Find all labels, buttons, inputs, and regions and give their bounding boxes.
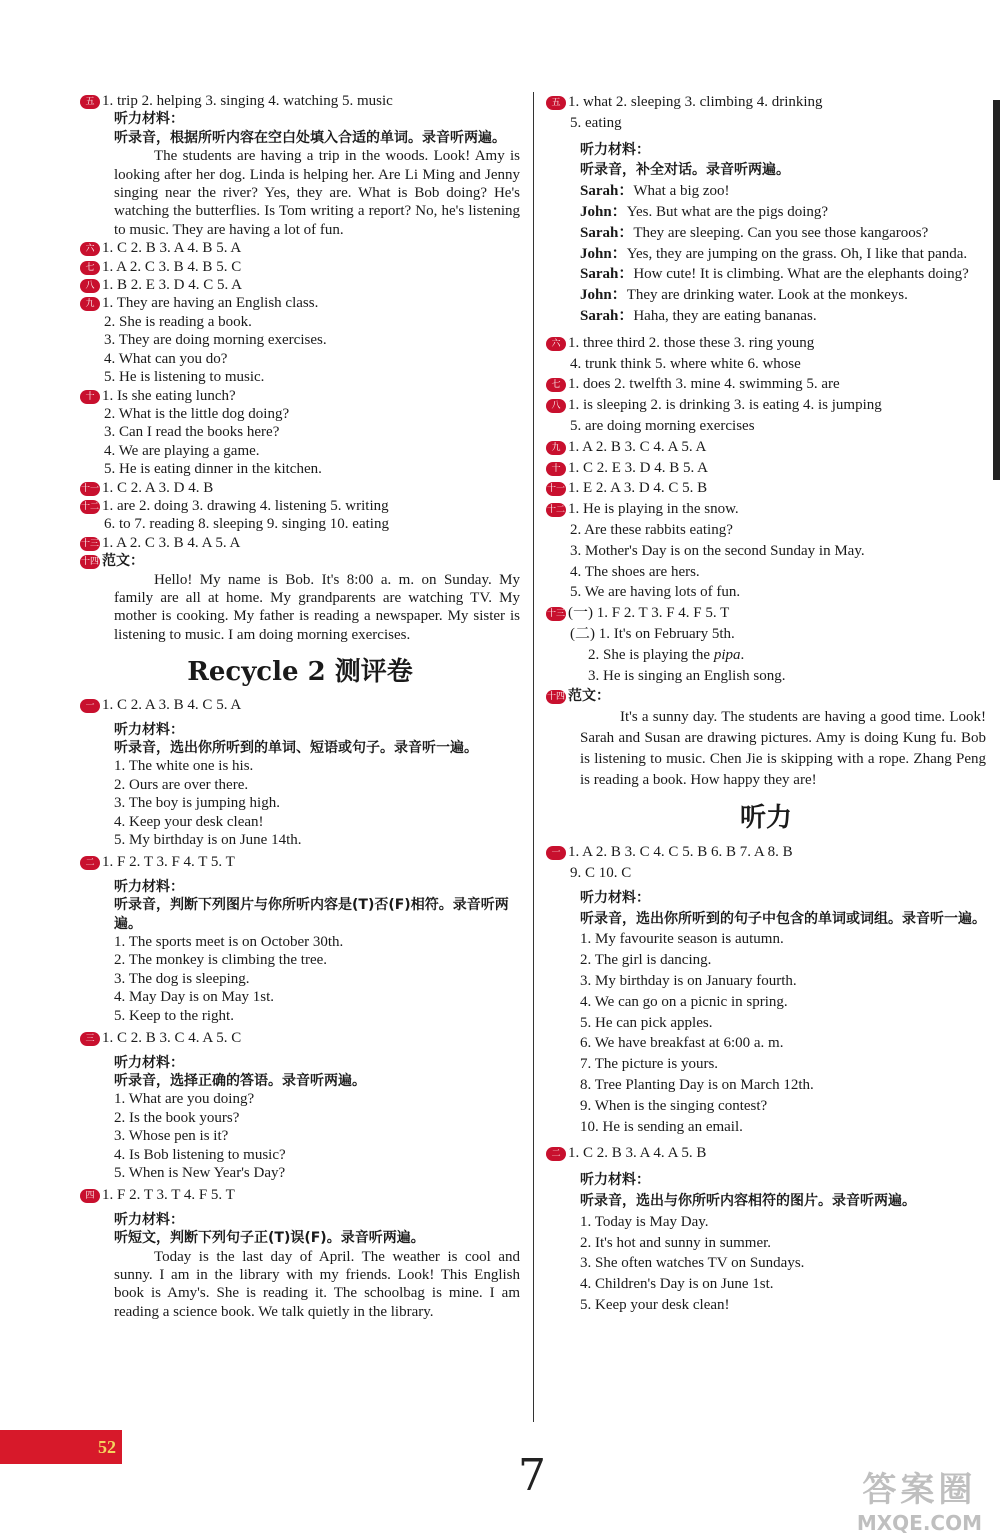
dialogue-line: Sarah：How cute! It is climbing. What are the elephants doing? xyxy=(580,266,969,283)
list-item: 4. Keep your desk clean! xyxy=(114,813,264,830)
list-item: 4. What can you do? xyxy=(104,350,228,367)
question-badge: 八 xyxy=(546,399,566,413)
left-column xyxy=(80,92,520,1321)
list-item: 9. When is the singing contest? xyxy=(580,1097,768,1114)
list-item: 3. They are doing morning exercises. xyxy=(104,332,327,349)
list-item: 5. He can pick apples. xyxy=(580,1014,713,1031)
question-badge: 九 xyxy=(80,297,100,311)
question-badge: 五 xyxy=(546,96,566,110)
material-label: 听力材料： xyxy=(114,721,184,738)
list-item: 4. May Day is on May 1st. xyxy=(114,989,274,1006)
answer-line: 十一 1. C 2. A 3. D 4. B xyxy=(80,479,214,496)
question-badge: 三 xyxy=(80,1032,100,1046)
question-badge: 二 xyxy=(80,856,100,870)
list-item: 2. Ours are over there. xyxy=(114,776,249,793)
dialogue-line: Sarah：They are sleeping. Can you see those kangaroos? xyxy=(580,224,929,241)
section-title: 听力 xyxy=(739,803,792,834)
list-item: 3. She often watches TV on Sundays. xyxy=(580,1255,805,1272)
answer-line: 6. to 7. reading 8. sleeping 9. singing 10. eating xyxy=(104,516,389,533)
list-item: 2. What is the little dog doing? xyxy=(104,405,290,422)
answer-line: 十四 范文： xyxy=(80,553,144,570)
instruction: 听录音，判断下列图片与你所听内容是(T)否(F)相符。录音听两遍。 xyxy=(114,897,509,932)
question-badge: 十二 xyxy=(546,505,565,516)
list-item: 5. We are having lots of fun. xyxy=(570,584,741,601)
answer-line: 4. trunk think 5. where white 6. whose xyxy=(570,355,801,372)
instruction: 听录音，选择正确的答语。录音听两遍。 xyxy=(114,1072,366,1089)
material-label: 听力材料： xyxy=(580,141,650,158)
answer-line: 5. eating xyxy=(570,114,622,131)
answer-line: 十四 范文： xyxy=(546,688,610,705)
answer-line: 八 1. B 2. E 3. D 4. C 5. A xyxy=(80,276,520,294)
list-item: 6. We have breakfast at 6:00 a. m. xyxy=(580,1035,784,1052)
instruction: 听录音，补全对话。录音听两遍。 xyxy=(580,162,790,179)
list-item: 5. He is listening to music. xyxy=(104,369,265,386)
list-item: 2. The girl is dancing. xyxy=(580,952,712,969)
answer-line: 六 1. three third 2. those these 3. ring young xyxy=(546,333,986,354)
question-badge: 五 xyxy=(80,95,100,109)
answer-line: 一 1. A 2. B 3. C 4. C 5. B 6. B 7. A 8. B xyxy=(546,842,986,863)
sample-essay: It's a sunny day. The students are having a good time. Look! Sarah and Susan are drawing pictures. Amy is doing Kung fu. Bob is listening to music. Chen Jie is skipping with a rope. Zhang Peng is reading a book. How happy they are! xyxy=(580,709,986,788)
answer-line: 3. He is singing an English song. xyxy=(588,667,786,684)
answer-line: 9. C 10. C xyxy=(570,865,632,882)
page-number: 52 xyxy=(0,1430,122,1464)
answer-line: 十三 1. A 2. C 3. B 4. A 5. A xyxy=(80,534,241,551)
instruction: 听录音，选出你所听到的句子中包含的单词或词组。录音听一遍。 xyxy=(580,910,986,927)
list-item: 1. Today is May Day. xyxy=(580,1213,709,1230)
list-item: 3. The boy is jumping high. xyxy=(114,795,280,812)
answer-line: 三 1. C 2. B 3. C 4. A 5. C xyxy=(80,1029,520,1047)
question-badge: 十四 xyxy=(80,557,99,568)
list-item: 3. Mother's Day is on the second Sunday in May. xyxy=(570,542,865,559)
question-badge: 七 xyxy=(546,378,566,392)
watermark-bottom: MXQE.COM xyxy=(856,1511,982,1535)
question-badge: 二 xyxy=(546,1147,566,1161)
dialogue-line: John：Yes. But what are the pigs doing? xyxy=(580,203,829,220)
material-label: 听力材料： xyxy=(114,1211,184,1228)
answer-line: 六 1. C 2. B 3. A 4. B 5. A xyxy=(80,239,520,257)
watermark-top: 答案圈 xyxy=(862,1470,977,1510)
list-item: 5. Keep your desk clean! xyxy=(580,1297,730,1314)
answer-line: 九 1. They are having an English class. xyxy=(80,294,520,312)
list-item: 3. Can I read the books here? xyxy=(104,424,280,441)
dialogue-line: John：Yes, they are jumping on the grass. Oh, I like that panda. xyxy=(580,245,968,262)
list-item: 3. My birthday is on January fourth. xyxy=(580,973,797,990)
list-item: 5. He is eating dinner in the kitchen. xyxy=(104,461,322,478)
list-item: 2. It's hot and sunny in summer. xyxy=(580,1234,772,1251)
material-label: 听力材料： xyxy=(580,889,650,906)
question-badge: 八 xyxy=(80,279,100,293)
sample-essay: Hello! My name is Bob. It's 8:00 a. m. on Sunday. My family are all at home. My grandparents are watching TV. My mother is cooking. My father is reading a newspaper. My sister is listening to music. I am doing morning exercises. xyxy=(114,571,520,643)
list-item: 1. My favourite season is autumn. xyxy=(580,931,784,948)
answer-line: 十 1. Is she eating lunch? xyxy=(80,387,520,405)
question-badge: 七 xyxy=(80,261,100,275)
material-label: 听力材料： xyxy=(114,111,184,128)
list-item: 7. The picture is yours. xyxy=(580,1056,719,1073)
question-badge: 六 xyxy=(546,337,566,351)
list-item: 3. The dog is sleeping. xyxy=(114,970,250,987)
passage: The students are having a trip in the woods. Look! Amy is looking after her dog. Linda is helping her. Are Li Ming and Jenny singing near the river? Yes, they are. What is Bob doing? He's watching the butterflies. Is Tom writing a report? No, he's listening to music. They are having a lot of fun. xyxy=(114,148,520,238)
question-badge: 一 xyxy=(80,699,100,713)
list-item: 4. Children's Day is on June 1st. xyxy=(580,1276,774,1293)
material-label: 听力材料： xyxy=(580,1172,650,1189)
section-title: Recycle 2 测评卷 xyxy=(187,657,413,688)
list-item: 5. When is New Year's Day? xyxy=(114,1164,286,1181)
answer-line: 二 1. F 2. T 3. F 4. T 5. T xyxy=(80,853,520,871)
answer-line: 五 1. what 2. sleeping 3. climbing 4. drinking xyxy=(546,92,986,113)
list-item: 5. My birthday is on June 14th. xyxy=(114,832,302,849)
question-badge: 十一 xyxy=(80,483,99,494)
question-badge: 十二 xyxy=(80,501,99,512)
list-item: 2. She is reading a book. xyxy=(104,313,252,330)
answer-line: 5. are doing morning exercises xyxy=(570,417,755,434)
question-badge: 十三 xyxy=(546,609,565,620)
material-label: 听力材料： xyxy=(114,1054,184,1071)
answer-line: 八 1. is sleeping 2. is drinking 3. is eating 4. is jumping xyxy=(546,395,986,416)
answer-line: 十二 1. are 2. doing 3. drawing 4. listening 5. writing xyxy=(80,497,389,514)
list-item: 2. Are these rabbits eating? xyxy=(570,521,733,538)
question-badge: 九 xyxy=(546,441,566,455)
answer-line: 十三 (一) 1. F 2. T 3. F 4. F 5. T xyxy=(546,605,730,622)
instruction: 听短文，判断下列句子正(T)误(F)。录音听两遍。 xyxy=(114,1230,425,1247)
dialogue-line: Sarah：Haha, they are eating bananas. xyxy=(580,307,817,324)
column-divider xyxy=(533,92,534,1422)
dialogue-line: Sarah：What a big zoo! xyxy=(580,183,730,200)
list-item: 4. Is Bob listening to music? xyxy=(114,1146,286,1163)
answer-line: 九 1. A 2. B 3. C 4. A 5. A xyxy=(546,437,986,458)
passage: Today is the last day of April. The weather is cool and sunny. I am in the library with my friends. Look! This English book is Amy's. She is reading it. The schoolbag is mine. I am reading a science book. We talk quietly in the library. xyxy=(114,1248,520,1320)
answer-line: 十二 1. He is playing in the snow. xyxy=(546,501,739,518)
question-badge: 一 xyxy=(546,846,566,860)
instruction: 听录音，选出你所听到的单词、短语或句子。录音听一遍。 xyxy=(114,740,478,756)
question-badge: 十 xyxy=(546,462,566,476)
right-column xyxy=(546,92,986,1316)
answer-line: 七 1. does 2. twelfth 3. mine 4. swimming 5. are xyxy=(546,374,986,395)
question-badge: 十四 xyxy=(546,692,565,703)
list-item: 1. The white one is his. xyxy=(114,758,254,775)
answer-line: 五 1. trip 2. helping 3. singing 4. watching 5. music xyxy=(80,92,520,110)
question-badge: 四 xyxy=(80,1189,100,1203)
answer-line: 2. She is playing the pipa. xyxy=(588,646,745,663)
watermark xyxy=(857,1462,982,1535)
list-item: 5. Keep to the right. xyxy=(114,1007,234,1024)
answer-line: 十一 1. E 2. A 3. D 4. C 5. B xyxy=(546,480,708,497)
list-item: 10. He is sending an email. xyxy=(580,1118,743,1135)
instruction: 听录音，选出与你所听内容相符的图片。录音听两遍。 xyxy=(580,1193,916,1210)
list-item: 2. The monkey is climbing the tree. xyxy=(114,952,328,969)
list-item: 3. Whose pen is it? xyxy=(114,1128,229,1145)
list-item: 8. Tree Planting Day is on March 12th. xyxy=(580,1077,814,1094)
question-badge: 十 xyxy=(80,390,100,404)
list-item: 1. The sports meet is on October 30th. xyxy=(114,934,344,951)
handwritten-mark: 7 xyxy=(518,1450,546,1501)
list-item: 4. We are playing a game. xyxy=(104,442,260,459)
answer-line: 十 1. C 2. E 3. D 4. B 5. A xyxy=(546,458,986,479)
question-badge: 十三 xyxy=(80,538,99,549)
list-item: 4. The shoes are hers. xyxy=(570,563,700,580)
question-badge: 十一 xyxy=(546,484,565,495)
answer-line: 一 1. C 2. A 3. B 4. C 5. A xyxy=(80,696,520,714)
answer-line: 七 1. A 2. C 3. B 4. B 5. C xyxy=(80,258,520,276)
material-label: 听力材料： xyxy=(114,878,184,895)
list-item: 1. What are you doing? xyxy=(114,1091,255,1108)
answer-line: (二) 1. It's on February 5th. xyxy=(570,625,735,642)
answer-line: 四 1. F 2. T 3. T 4. F 5. T xyxy=(80,1186,520,1204)
dialogue-line: John：They are drinking water. Look at the monkeys. xyxy=(580,287,908,304)
question-badge: 六 xyxy=(80,242,100,256)
answer-line: 二 1. C 2. B 3. A 4. A 5. B xyxy=(546,1143,986,1164)
list-item: 4. We can go on a picnic in spring. xyxy=(580,993,788,1010)
edge-bar xyxy=(993,100,1000,480)
instruction: 听录音，根据所听内容在空白处填入合适的单词。录音听两遍。 xyxy=(114,129,506,146)
list-item: 2. Is the book yours? xyxy=(114,1109,240,1126)
